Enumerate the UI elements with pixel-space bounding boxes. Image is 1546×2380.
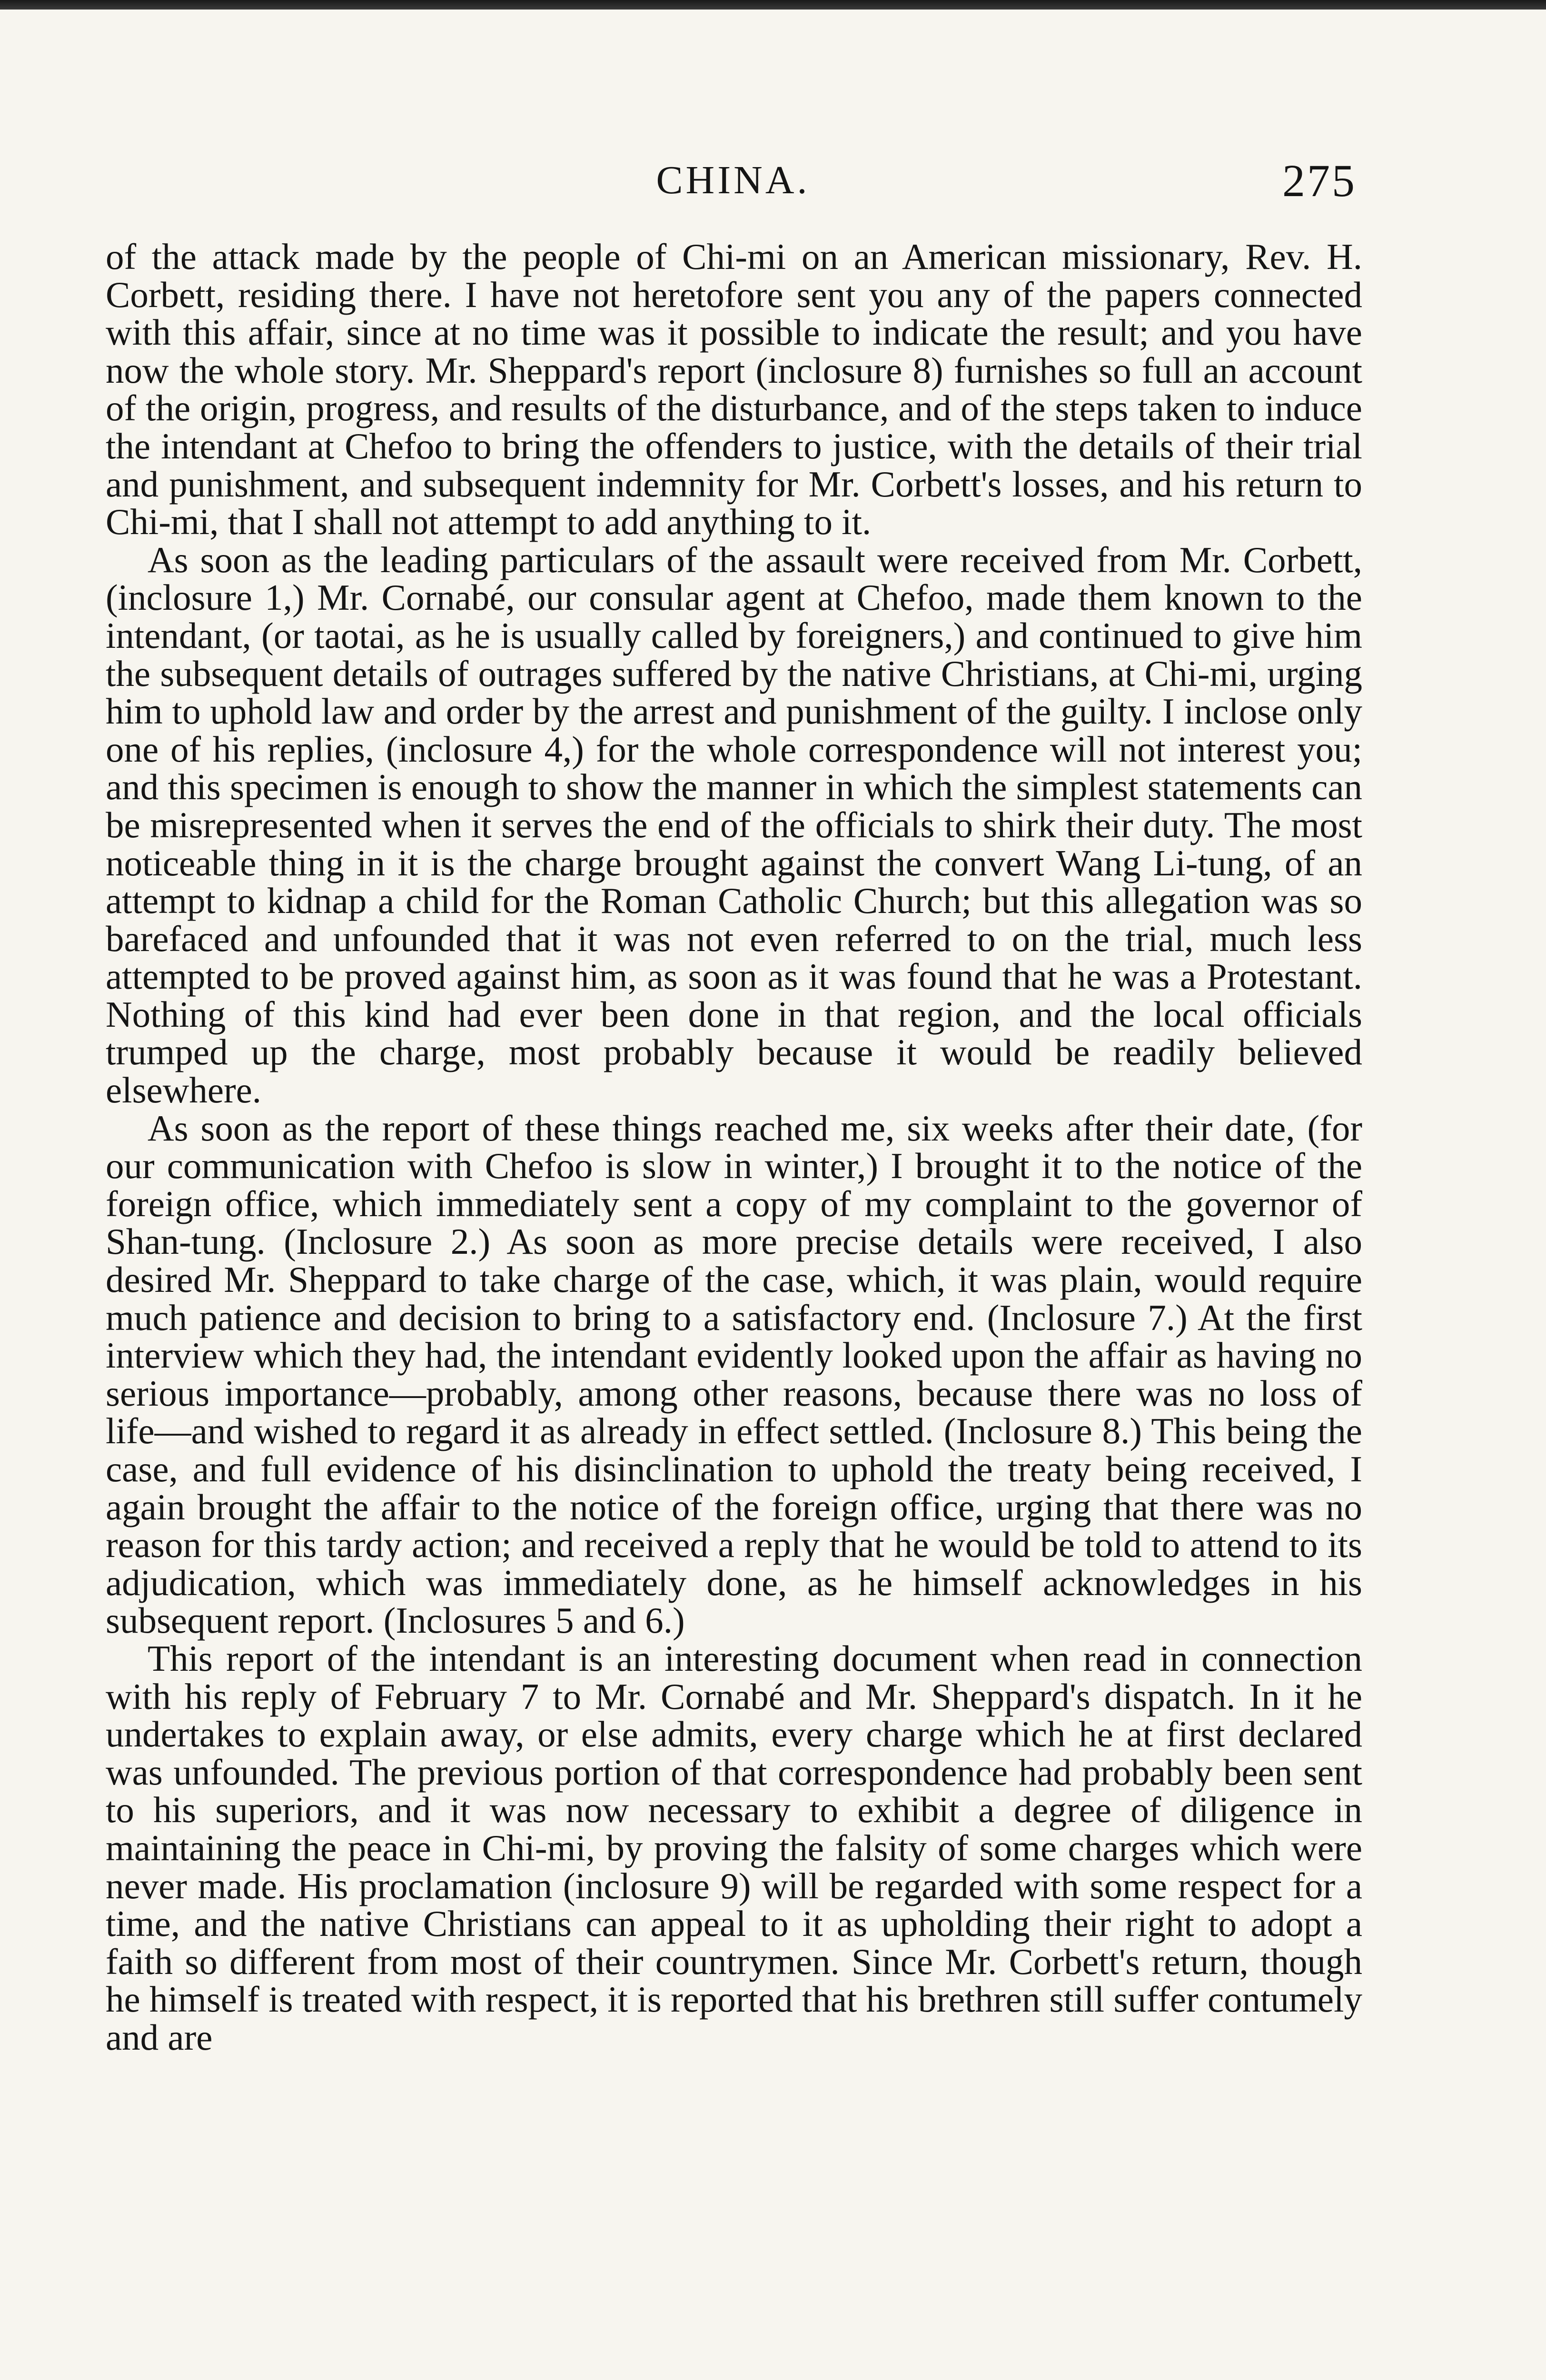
top-border-rule [0,0,1546,10]
body-text [106,238,1362,2057]
paragraph: As soon as the report of these things reached me, six weeks after their date, (for our communication with Chefoo is slow in winter,) I brought it to the notice of the foreign office, which immediately sent a copy of my complaint to the governor of Shan-tung. (Inclosure 2.) As soon as more precise details were received, I also desired Mr. Sheppard to take charge of the case, which, it was plain, would require much patience and decision to bring to a satisfactory end. (Inclosure 7.) At the first interview which they had, the intendant evidently looked upon the affair as having no serious importance—probably, among other reasons, because there was no loss of life—and wished to regard it as already in effect settled. (Inclosure 8.) This being the case, and full evidence of his disinclination to uphold the treaty being received, I again brought the affair to the notice of the foreign office, urging that there was no reason for this tardy action; and received a reply that he would be told to attend to its adjudication, which was immediately done, as he himself acknowledges in his subsequent report. (Inclosures 5 and 6.) [106,1107,1362,1641]
running-head: CHINA. [656,158,810,202]
paragraph-continued: of the attack made by the people of Chi-mi on an American missionary, Rev. H. Corbett, residing there. I have not heretofore sent you any of the papers connected with this affair, since at no time was it possible to indicate the result; and you have now the whole story. Mr. Sheppard's report (inclosure 8) furnishes so full an account of the origin, progress, and results of the disturbance, and of the steps taken to induce the intendant at Chefoo to bring the offenders to justice, with the details of their trial and punishment, and subsequent indemnity for Mr. Corbett's losses, and his return to Chi-mi, that I shall not attempt to add anything to it. [106,236,1362,543]
paragraph: This report of the intendant is an interesting document when read in connection with his reply of February 7 to Mr. Cornabé and Mr. Sheppard's dispatch. In it he undertakes to explain away, or else admits, every charge which he at first declared was unfounded. The previous portion of that correspondence had probably been sent to his superiors, and it was now necessary to exhibit a degree of diligence in maintaining the peace in Chi-mi, by proving the falsity of some charges which were never made. His proclamation (inclosure 9) will be regarded with some respect for a time, and the native Christians can appeal to it as upholding their right to adopt a faith so different from most of their countrymen. Since Mr. Corbett's return, though he himself is treated with respect, it is reported that his brethren still suffer contumely and are [106,1637,1362,2058]
page-number: 275 [1282,155,1357,206]
paragraph: As soon as the leading particulars of the assault were received from Mr. Corbett, (inclosure 1,) Mr. Cornabé, our consular agent at Chefoo, made them known to the intendant, (or taotai, as he is usually called by foreigners,) and continued to give him the subsequent details of outrages suffered by the native Christians, at Chi-mi, urging him to uphold law and order by the arrest and punishment of the guilty. I inclose only one of his replies, (inclosure 4,) for the whole correspondence will not interest you; and this specimen is enough to show the manner in which the simplest statements can be misrepresented when it serves the end of the officials to shirk their duty. The most noticeable thing in it is the charge brought against the convert Wang Li-tung, of an attempt to kidnap a child for the Roman Catholic Church; but this allegation was so barefaced and unfounded that it was not even referred to on the trial, much less attempted to be proved against him, as soon as it was found that he was a Protestant. Nothing of this kind had ever been done in that region, and the local officials trumped up the charge, most probably because it would be readily believed elsewhere. [106,539,1362,1111]
page-header [109,157,1357,209]
